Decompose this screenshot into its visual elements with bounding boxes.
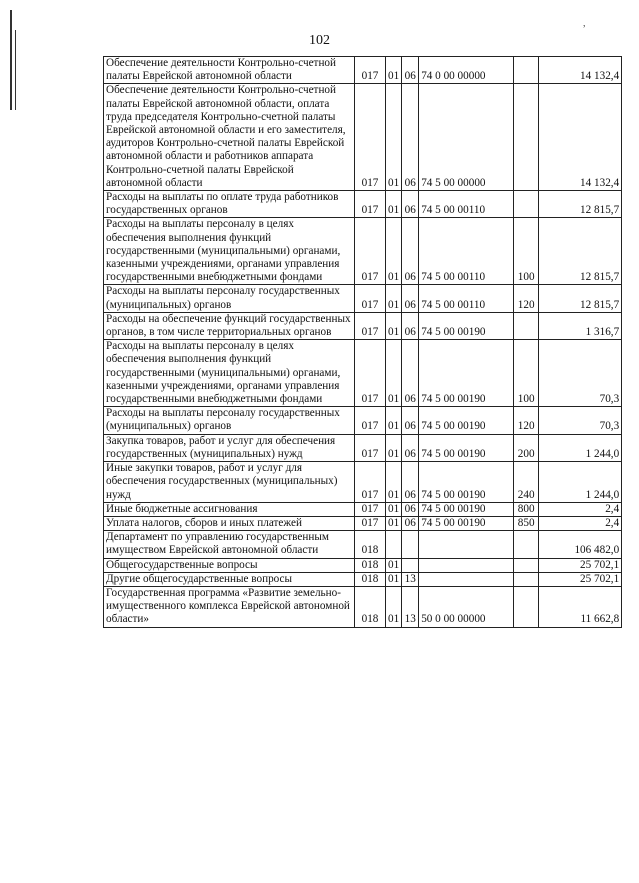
row-cs-cell: 74 5 00 00110 bbox=[419, 285, 514, 312]
row-cs-cell: 74 5 00 00190 bbox=[419, 462, 514, 503]
row-gr-cell: 018 bbox=[355, 572, 386, 586]
row-gr-cell: 017 bbox=[355, 516, 386, 530]
row-name-cell: Расходы на выплаты персоналу государственных (муниципальных) органов bbox=[104, 285, 355, 312]
row-vr-cell: 200 bbox=[514, 434, 539, 461]
row-sum-cell: 70,3 bbox=[539, 407, 622, 434]
row-cs-cell: 74 5 00 00190 bbox=[419, 502, 514, 516]
row-sum-cell: 2,4 bbox=[539, 516, 622, 530]
row-cs-cell: 74 5 00 00190 bbox=[419, 407, 514, 434]
table-row bbox=[104, 572, 622, 586]
row-cs-cell bbox=[419, 572, 514, 586]
table-row bbox=[104, 191, 622, 218]
row-name-cell: Расходы на выплаты по оплате труда работников государственных органов bbox=[104, 191, 355, 218]
row-sum-cell: 1 316,7 bbox=[539, 312, 622, 339]
row-cs-cell bbox=[419, 531, 514, 558]
row-rz-cell: 01 bbox=[386, 312, 402, 339]
row-name-cell: Департамент по управлению государственным имуществом Еврейской автономной области bbox=[104, 531, 355, 558]
row-sum-cell: 70,3 bbox=[539, 340, 622, 407]
row-vr-cell bbox=[514, 572, 539, 586]
row-cs-cell: 74 0 00 00000 bbox=[419, 57, 514, 84]
row-cs-cell: 74 5 00 00190 bbox=[419, 312, 514, 339]
row-cs-cell: 50 0 00 00000 bbox=[419, 586, 514, 627]
row-sum-cell: 1 244,0 bbox=[539, 462, 622, 503]
row-rz-cell: 01 bbox=[386, 572, 402, 586]
row-name-cell: Общегосударственные вопросы bbox=[104, 558, 355, 572]
row-name-cell: Обеспечение деятельности Контрольно-счетной палаты Еврейской автономной области, оплата труда председателя Контрольно-счетной палаты Еврейской автономной области и его заместителя, аудиторов Контрольно-счетной палаты Еврейской автономной области и работников аппарата Контрольно-счетной палаты Еврейской автономной области bbox=[104, 84, 355, 191]
row-gr-cell: 017 bbox=[355, 84, 386, 191]
row-rz-cell: 01 bbox=[386, 586, 402, 627]
row-sum-cell: 14 132,4 bbox=[539, 84, 622, 191]
row-sum-cell: 1 244,0 bbox=[539, 434, 622, 461]
table-row bbox=[104, 285, 622, 312]
row-pr-cell: 06 bbox=[402, 312, 419, 339]
row-gr-cell: 017 bbox=[355, 434, 386, 461]
row-gr-cell: 018 bbox=[355, 558, 386, 572]
row-gr-cell: 017 bbox=[355, 312, 386, 339]
row-sum-cell: 12 815,7 bbox=[539, 285, 622, 312]
row-cs-cell: 74 5 00 00000 bbox=[419, 84, 514, 191]
row-vr-cell: 850 bbox=[514, 516, 539, 530]
row-name-cell: Другие общегосударственные вопросы bbox=[104, 572, 355, 586]
page-number: 102 bbox=[309, 33, 330, 48]
row-sum-cell: 12 815,7 bbox=[539, 191, 622, 218]
row-cs-cell: 74 5 00 00190 bbox=[419, 516, 514, 530]
row-gr-cell: 017 bbox=[355, 57, 386, 84]
budget-table bbox=[103, 56, 622, 628]
row-pr-cell: 13 bbox=[402, 586, 419, 627]
row-name-cell: Обеспечение деятельности Контрольно-счетной палаты Еврейской автономной области bbox=[104, 57, 355, 84]
table-row bbox=[104, 558, 622, 572]
row-pr-cell: 06 bbox=[402, 462, 419, 503]
scan-mark: , bbox=[583, 18, 586, 29]
row-pr-cell: 06 bbox=[402, 516, 419, 530]
row-name-cell: Расходы на выплаты персоналу в целях обеспечения выполнения функций государственными (муниципальными) органами, казенными учреждениями, органами управления государственными внебюджетными фондами bbox=[104, 218, 355, 285]
row-rz-cell: 01 bbox=[386, 434, 402, 461]
row-rz-cell: 01 bbox=[386, 57, 402, 84]
row-cs-cell: 74 5 00 00110 bbox=[419, 218, 514, 285]
table-row bbox=[104, 340, 622, 407]
row-pr-cell: 06 bbox=[402, 191, 419, 218]
row-vr-cell bbox=[514, 312, 539, 339]
row-pr-cell: 13 bbox=[402, 572, 419, 586]
row-gr-cell: 017 bbox=[355, 502, 386, 516]
row-pr-cell: 06 bbox=[402, 285, 419, 312]
row-cs-cell: 74 5 00 00110 bbox=[419, 191, 514, 218]
row-rz-cell: 01 bbox=[386, 502, 402, 516]
row-rz-cell: 01 bbox=[386, 218, 402, 285]
row-pr-cell: 06 bbox=[402, 218, 419, 285]
table-row bbox=[104, 516, 622, 530]
row-vr-cell: 120 bbox=[514, 285, 539, 312]
row-name-cell: Уплата налогов, сборов и иных платежей bbox=[104, 516, 355, 530]
table-row bbox=[104, 434, 622, 461]
row-name-cell: Расходы на обеспечение функций государственных органов, в том числе территориальных органов bbox=[104, 312, 355, 339]
row-vr-cell bbox=[514, 558, 539, 572]
row-rz-cell: 01 bbox=[386, 285, 402, 312]
table-row bbox=[104, 84, 622, 191]
row-name-cell: Расходы на выплаты персоналу в целях обеспечения выполнения функций государственными (муниципальными) органами, казенными учреждениями, органами управления государственными внебюджетными фондами bbox=[104, 340, 355, 407]
row-rz-cell: 01 bbox=[386, 84, 402, 191]
table-row bbox=[104, 407, 622, 434]
row-vr-cell: 100 bbox=[514, 340, 539, 407]
row-pr-cell: 06 bbox=[402, 434, 419, 461]
budget-table-body bbox=[104, 57, 622, 628]
row-rz-cell: 01 bbox=[386, 462, 402, 503]
row-vr-cell bbox=[514, 57, 539, 84]
row-name-cell: Государственная программа «Развитие земельно-имущественного комплекса Еврейской автономной области» bbox=[104, 586, 355, 627]
row-rz-cell bbox=[386, 531, 402, 558]
row-vr-cell: 100 bbox=[514, 218, 539, 285]
row-pr-cell bbox=[402, 531, 419, 558]
row-cs-cell: 74 5 00 00190 bbox=[419, 434, 514, 461]
row-gr-cell: 017 bbox=[355, 340, 386, 407]
row-gr-cell: 018 bbox=[355, 586, 386, 627]
row-name-cell: Закупка товаров, работ и услуг для обеспечения государственных (муниципальных) нужд bbox=[104, 434, 355, 461]
row-pr-cell: 06 bbox=[402, 57, 419, 84]
row-gr-cell: 017 bbox=[355, 285, 386, 312]
row-sum-cell: 106 482,0 bbox=[539, 531, 622, 558]
row-rz-cell: 01 bbox=[386, 340, 402, 407]
row-sum-cell: 14 132,4 bbox=[539, 57, 622, 84]
row-gr-cell: 017 bbox=[355, 218, 386, 285]
row-gr-cell: 018 bbox=[355, 531, 386, 558]
row-sum-cell: 12 815,7 bbox=[539, 218, 622, 285]
row-vr-cell bbox=[514, 531, 539, 558]
row-pr-cell: 06 bbox=[402, 502, 419, 516]
row-vr-cell bbox=[514, 84, 539, 191]
row-sum-cell: 25 702,1 bbox=[539, 558, 622, 572]
row-rz-cell: 01 bbox=[386, 516, 402, 530]
row-gr-cell: 017 bbox=[355, 407, 386, 434]
row-cs-cell bbox=[419, 558, 514, 572]
row-sum-cell: 11 662,8 bbox=[539, 586, 622, 627]
table-row bbox=[104, 502, 622, 516]
row-pr-cell: 06 bbox=[402, 84, 419, 191]
row-gr-cell: 017 bbox=[355, 462, 386, 503]
row-name-cell: Иные закупки товаров, работ и услуг для обеспечения государственных (муниципальных) нужд bbox=[104, 462, 355, 503]
table-row bbox=[104, 586, 622, 627]
row-cs-cell: 74 5 00 00190 bbox=[419, 340, 514, 407]
row-vr-cell bbox=[514, 191, 539, 218]
row-pr-cell bbox=[402, 558, 419, 572]
row-name-cell: Расходы на выплаты персоналу государственных (муниципальных) органов bbox=[104, 407, 355, 434]
row-pr-cell: 06 bbox=[402, 340, 419, 407]
table-row bbox=[104, 531, 622, 558]
row-rz-cell: 01 bbox=[386, 191, 402, 218]
row-vr-cell: 800 bbox=[514, 502, 539, 516]
row-vr-cell: 240 bbox=[514, 462, 539, 503]
table-row bbox=[104, 218, 622, 285]
table-row bbox=[104, 462, 622, 503]
row-rz-cell: 01 bbox=[386, 558, 402, 572]
row-name-cell: Иные бюджетные ассигнования bbox=[104, 502, 355, 516]
row-sum-cell: 2,4 bbox=[539, 502, 622, 516]
binding-line bbox=[10, 10, 12, 110]
row-vr-cell: 120 bbox=[514, 407, 539, 434]
row-pr-cell: 06 bbox=[402, 407, 419, 434]
row-sum-cell: 25 702,1 bbox=[539, 572, 622, 586]
row-rz-cell: 01 bbox=[386, 407, 402, 434]
row-vr-cell bbox=[514, 586, 539, 627]
table-row bbox=[104, 312, 622, 339]
row-gr-cell: 017 bbox=[355, 191, 386, 218]
table-row bbox=[104, 57, 622, 84]
